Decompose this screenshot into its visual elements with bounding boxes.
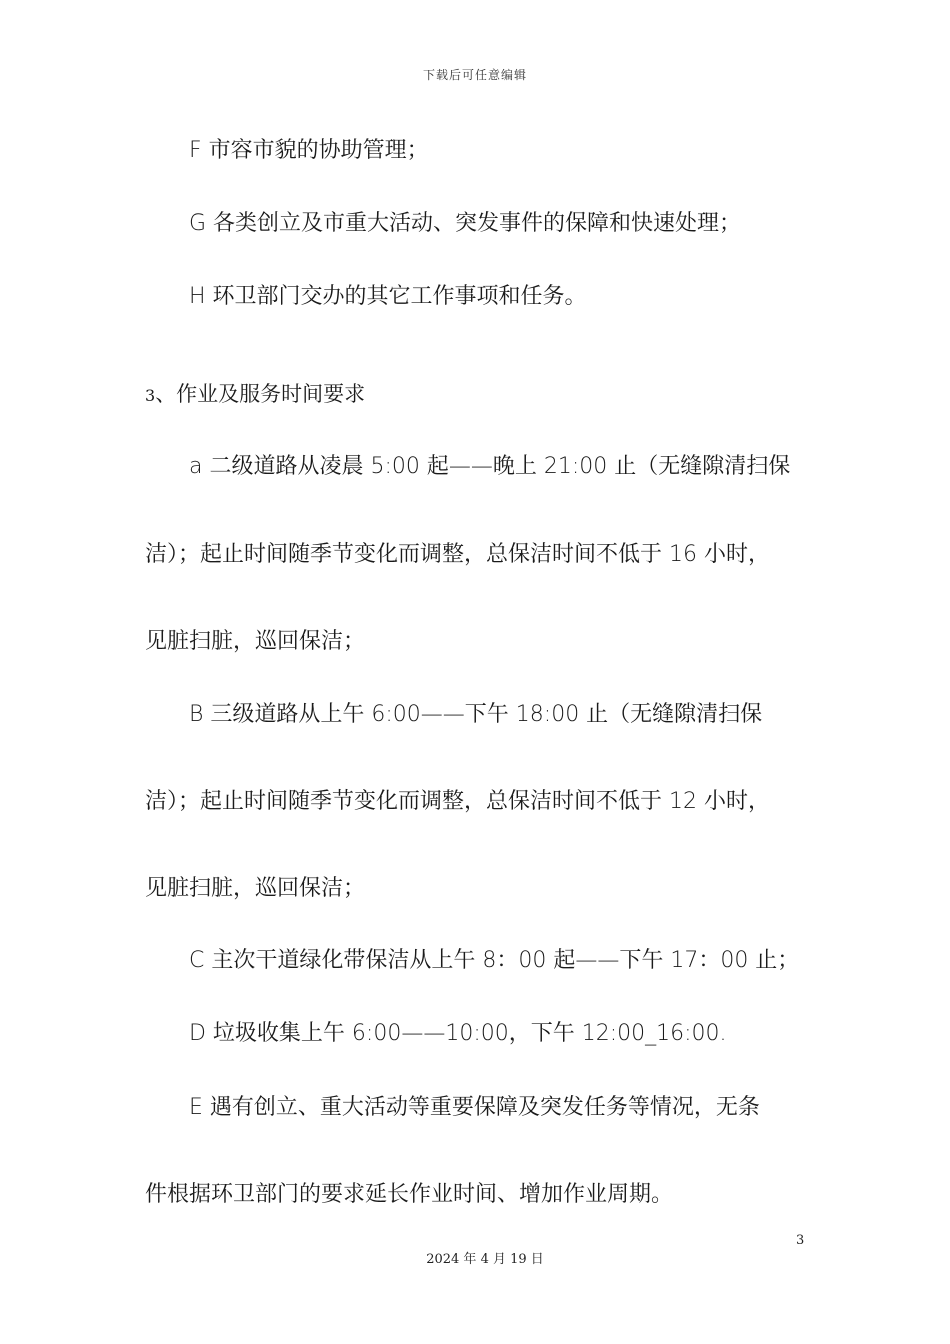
page-number: 3 <box>796 1233 805 1248</box>
section-number: 3 <box>145 386 156 405</box>
paragraph-item-a-line-2: 洁）；起止时间随季节变化而调整，总保洁时间不低于 16 小时， <box>145 542 770 567</box>
paragraph-item-g: G 各类创立及市重大活动、突发事件的保障和快速处理； <box>189 211 742 236</box>
paragraph-item-a-line-3: 见脏扫脏，巡回保洁； <box>145 629 366 654</box>
paragraph-item-b-line-3: 见脏扫脏，巡回保洁； <box>145 876 366 901</box>
paragraph-item-b-line-1: B 三级道路从上午 6:00——下午 18:00 止（无缝隙清扫保 <box>189 702 763 727</box>
paragraph-item-c: C 主次干道绿化带保洁从上午 8：00 起——下午 17：00 止； <box>189 948 800 973</box>
paragraph-item-a-line-1: a 二级道路从凌晨 5:00 起——晚上 21:00 止（无缝隙清扫保 <box>189 454 791 479</box>
section-heading-3 <box>145 379 810 411</box>
section-title: 、作业及服务时间要求 <box>155 382 366 406</box>
paragraph-item-h: H 环卫部门交办的其它工作事项和任务。 <box>189 284 587 309</box>
paragraph-item-b-line-2: 洁）；起止时间随季节变化而调整，总保洁时间不低于 12 小时， <box>145 789 770 814</box>
paragraph-item-f: F 市容市貌的协助管理； <box>189 138 429 163</box>
paragraph-item-e-line-2: 件根据环卫部门的要求延长作业时间、增加作业周期。 <box>145 1182 674 1207</box>
footer-date: 2024 年 4 月 19 日 <box>426 1252 544 1267</box>
page-header: 下载后可任意编辑 <box>422 68 527 82</box>
paragraph-item-e-line-1: E 遇有创立、重大活动等重要保障及突发任务等情况，无条 <box>189 1095 760 1120</box>
paragraph-item-d: D 垃圾收集上午 6:00——10:00，下午 12:00_16:00. <box>189 1021 727 1046</box>
